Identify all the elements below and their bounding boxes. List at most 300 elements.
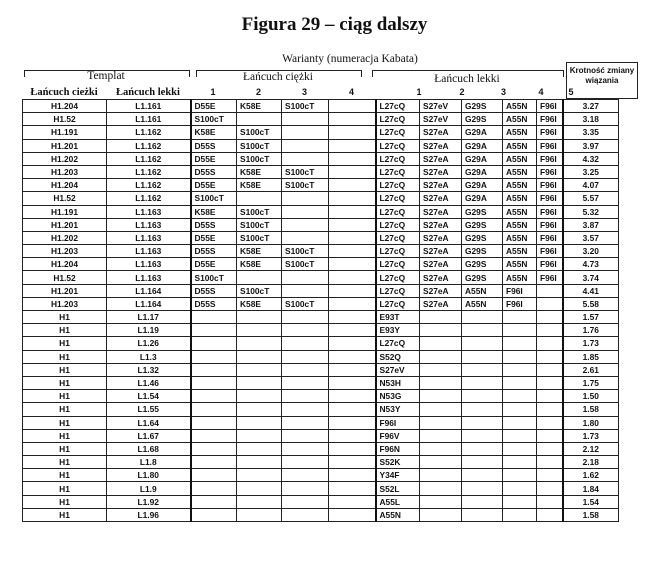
heavy-variant-cell <box>282 403 329 416</box>
heavy-variant-cell <box>282 416 329 429</box>
heavy-variant-cell <box>191 390 237 403</box>
variants-title: Warianty (numeracja Kabata) <box>282 53 418 65</box>
heavy-template-cell: H1 <box>23 482 107 495</box>
col-heavy-template: Łańcuch cieżki <box>30 87 98 98</box>
heavy-template-cell: H1.52 <box>23 271 107 284</box>
heavy-variant-cell <box>191 508 237 521</box>
heavy-variant-cell <box>282 350 329 363</box>
light-variant-cell <box>503 390 537 403</box>
heavy-variant-cell <box>237 390 282 403</box>
light-variant-cell: N53Y <box>376 403 420 416</box>
fold-change-cell: 2.18 <box>563 456 619 469</box>
heavy-variant-cell: K58E <box>237 245 282 258</box>
light-variant-cell <box>503 324 537 337</box>
table-row <box>23 205 619 218</box>
table-row <box>23 165 619 178</box>
heavy-variant-cell <box>329 363 376 376</box>
heavy-variant-cell <box>191 376 237 389</box>
light-template-cell: L1.162 <box>107 152 191 165</box>
fold-change-cell: 3.27 <box>563 100 619 113</box>
light-variant-cell <box>420 324 462 337</box>
heavy-variant-cell <box>329 416 376 429</box>
light-variant-cell: G29S <box>462 245 503 258</box>
fold-change-cell: 3.74 <box>563 271 619 284</box>
heavy-variant-cell: S100cT <box>282 165 329 178</box>
heavy-group-label: Łańcuch ciężki <box>243 71 313 83</box>
heavy-variant-cell: S100cT <box>282 258 329 271</box>
heavy-variant-cell: D55S <box>191 284 237 297</box>
fold-change-cell: 1.57 <box>563 311 619 324</box>
light-variant-cell: S27eA <box>420 284 462 297</box>
heavy-variant-cell <box>282 192 329 205</box>
heavy-variant-cell <box>329 376 376 389</box>
light-template-cell: L1.164 <box>107 297 191 310</box>
heavy-variant-cell <box>237 429 282 442</box>
heavy-template-cell: H1 <box>23 376 107 389</box>
light-variant-cell <box>462 442 503 455</box>
light-variant-cell <box>503 442 537 455</box>
light-variant-cell <box>462 337 503 350</box>
heavy-template-cell: H1 <box>23 456 107 469</box>
light-variant-cell <box>537 482 563 495</box>
table-row <box>23 231 619 244</box>
light-variant-cell <box>503 311 537 324</box>
light-variant-cell <box>503 350 537 363</box>
light-variant-cell: L27cQ <box>376 100 420 113</box>
heavy-variant-cell: D55E <box>191 258 237 271</box>
light-template-cell: L1.8 <box>107 456 191 469</box>
table-row <box>23 403 619 416</box>
light-variant-cell: A55N <box>503 113 537 126</box>
heavy-variant-cell <box>282 456 329 469</box>
heavy-template-cell: H1 <box>23 350 107 363</box>
light-variant-cell: S27eV <box>420 113 462 126</box>
fold-change-cell: 1.73 <box>563 337 619 350</box>
light-variant-cell <box>537 297 563 310</box>
heavy-variant-cell <box>282 376 329 389</box>
table-row <box>23 363 619 376</box>
light-variant-cell: G29A <box>462 139 503 152</box>
light-variant-cell: E93T <box>376 311 420 324</box>
heavy-template-cell: H1.203 <box>23 245 107 258</box>
fold-change-cell: 5.32 <box>563 205 619 218</box>
light-variant-cell <box>420 363 462 376</box>
table-row <box>23 245 619 258</box>
heavy-template-cell: H1.52 <box>23 113 107 126</box>
light-variant-cell: S52Q <box>376 350 420 363</box>
light-variant-cell <box>503 495 537 508</box>
light-variant-cell: A55N <box>503 126 537 139</box>
light-variant-cell: F96I <box>537 218 563 231</box>
light-variant-cell: G29S <box>462 231 503 244</box>
fold-change-cell: 1.85 <box>563 350 619 363</box>
table-row <box>23 139 619 152</box>
light-template-cell: L1.161 <box>107 100 191 113</box>
fold-change-cell: 1.50 <box>563 390 619 403</box>
heavy-variant-cell <box>237 456 282 469</box>
light-variant-cell: L27cQ <box>376 258 420 271</box>
light-variant-cell: S27eA <box>420 218 462 231</box>
light-variant-cell: S52K <box>376 456 420 469</box>
light-template-cell: L1.163 <box>107 231 191 244</box>
heavy-template-cell: H1 <box>23 390 107 403</box>
fold-change-cell: 5.58 <box>563 297 619 310</box>
heavy-variant-cell <box>282 271 329 284</box>
light-variant-cell: F96I <box>537 113 563 126</box>
light-variant-cell: A55N <box>503 205 537 218</box>
light-variant-cell: F96I <box>376 416 420 429</box>
light-variant-cell <box>420 311 462 324</box>
fold-change-cell: 1.80 <box>563 416 619 429</box>
heavy-variant-cell <box>329 337 376 350</box>
heavy-variant-cell: D55E <box>191 100 237 113</box>
light-variant-cell <box>503 429 537 442</box>
variants-table <box>22 99 619 522</box>
heavy-col-number: 3 <box>301 87 307 97</box>
heavy-variant-cell <box>329 192 376 205</box>
heavy-variant-cell: S100cT <box>191 192 237 205</box>
heavy-variant-cell <box>237 482 282 495</box>
fold-change-cell: 1.73 <box>563 429 619 442</box>
light-variant-cell: A55N <box>503 218 537 231</box>
light-variant-cell: E93Y <box>376 324 420 337</box>
heavy-template-cell: H1 <box>23 495 107 508</box>
light-template-cell: L1.162 <box>107 139 191 152</box>
fold-change-cell: 4.07 <box>563 179 619 192</box>
heavy-variant-cell <box>282 205 329 218</box>
table-row <box>23 469 619 482</box>
table-row <box>23 416 619 429</box>
light-variant-cell <box>503 337 537 350</box>
heavy-template-cell: H1.191 <box>23 205 107 218</box>
light-variant-cell <box>537 403 563 416</box>
light-variant-cell: Y34F <box>376 469 420 482</box>
light-variant-cell <box>537 416 563 429</box>
heavy-variant-cell <box>191 469 237 482</box>
light-variant-cell: S27eA <box>420 231 462 244</box>
light-variant-cell: F96I <box>503 297 537 310</box>
light-variant-cell: A55N <box>503 271 537 284</box>
heavy-variant-cell: K58E <box>237 258 282 271</box>
light-template-cell: L1.163 <box>107 258 191 271</box>
heavy-template-cell: H1.201 <box>23 218 107 231</box>
light-variant-cell <box>462 508 503 521</box>
heavy-variant-cell <box>329 284 376 297</box>
heavy-variant-cell <box>329 218 376 231</box>
light-variant-cell <box>420 442 462 455</box>
fold-change-cell: 1.62 <box>563 469 619 482</box>
light-variant-cell <box>462 429 503 442</box>
heavy-variant-cell: K58E <box>191 205 237 218</box>
light-variant-cell: L27cQ <box>376 113 420 126</box>
light-col-number: 4 <box>538 87 544 97</box>
heavy-variant-cell <box>329 165 376 178</box>
light-variant-cell: G29S <box>462 218 503 231</box>
light-template-cell: L1.19 <box>107 324 191 337</box>
light-variant-cell: S27eA <box>420 179 462 192</box>
table-row <box>23 442 619 455</box>
heavy-variant-cell <box>237 495 282 508</box>
light-variant-cell <box>537 376 563 389</box>
table-row <box>23 271 619 284</box>
light-group-label: Łańcuch lekki <box>434 73 500 85</box>
fold-change-cell: 2.12 <box>563 442 619 455</box>
light-variant-cell <box>462 311 503 324</box>
light-template-cell: L1.162 <box>107 179 191 192</box>
heavy-template-cell: H1.203 <box>23 297 107 310</box>
light-variant-cell <box>420 403 462 416</box>
heavy-variant-cell <box>282 231 329 244</box>
light-variant-cell <box>503 363 537 376</box>
heavy-variant-cell <box>191 337 237 350</box>
light-variant-cell <box>537 337 563 350</box>
heavy-variant-cell <box>282 218 329 231</box>
table-row <box>23 324 619 337</box>
fold-change-cell: 4.73 <box>563 258 619 271</box>
heavy-variant-cell <box>191 495 237 508</box>
heavy-variant-cell: K58E <box>191 126 237 139</box>
light-template-cell: L1.92 <box>107 495 191 508</box>
light-variant-cell: A55N <box>503 152 537 165</box>
light-template-cell: L1.164 <box>107 284 191 297</box>
heavy-variant-cell <box>282 495 329 508</box>
heavy-template-cell: H1 <box>23 324 107 337</box>
light-variant-cell: S27eA <box>420 192 462 205</box>
light-variant-cell <box>537 350 563 363</box>
heavy-variant-cell <box>329 271 376 284</box>
light-variant-cell: A55N <box>462 284 503 297</box>
light-variant-cell: L27cQ <box>376 192 420 205</box>
heavy-variant-cell: K58E <box>237 165 282 178</box>
heavy-variant-cell <box>282 469 329 482</box>
heavy-variant-cell <box>237 416 282 429</box>
light-variant-cell <box>420 456 462 469</box>
light-variant-cell: A55N <box>503 165 537 178</box>
table-row <box>23 152 619 165</box>
light-variant-cell: F96I <box>537 165 563 178</box>
light-variant-cell <box>537 456 563 469</box>
light-variant-cell <box>537 363 563 376</box>
heavy-variant-cell: S100cT <box>237 218 282 231</box>
heavy-variant-cell: D55S <box>191 218 237 231</box>
heavy-variant-cell <box>191 403 237 416</box>
heavy-variant-cell <box>191 456 237 469</box>
heavy-variant-cell: S100cT <box>282 100 329 113</box>
light-variant-cell <box>420 508 462 521</box>
heavy-variant-cell: D55E <box>191 179 237 192</box>
table-row <box>23 284 619 297</box>
heavy-template-cell: H1.204 <box>23 258 107 271</box>
light-template-cell: L1.162 <box>107 165 191 178</box>
light-variant-cell: F96I <box>503 284 537 297</box>
table-row <box>23 311 619 324</box>
light-variant-cell: F96I <box>537 231 563 244</box>
table-row <box>23 100 619 113</box>
light-variant-cell: F96I <box>537 192 563 205</box>
light-variant-cell: L27cQ <box>376 126 420 139</box>
light-template-cell: L1.3 <box>107 350 191 363</box>
light-variant-cell: F96I <box>537 126 563 139</box>
heavy-variant-cell <box>237 337 282 350</box>
light-variant-cell: S27eV <box>376 363 420 376</box>
heavy-variant-cell <box>282 363 329 376</box>
heavy-variant-cell <box>329 113 376 126</box>
heavy-variant-cell <box>329 469 376 482</box>
heavy-variant-cell <box>329 100 376 113</box>
heavy-variant-cell <box>329 205 376 218</box>
light-variant-cell: S52L <box>376 482 420 495</box>
table-row <box>23 126 619 139</box>
table-row <box>23 390 619 403</box>
light-template-cell: L1.68 <box>107 442 191 455</box>
light-template-cell: L1.26 <box>107 337 191 350</box>
light-variant-cell: F96I <box>537 152 563 165</box>
heavy-variant-cell: D55E <box>191 231 237 244</box>
light-variant-cell <box>462 324 503 337</box>
heavy-template-cell: H1.201 <box>23 284 107 297</box>
light-variant-cell: S27eA <box>420 245 462 258</box>
light-variant-cell: N53H <box>376 376 420 389</box>
heavy-variant-cell <box>237 508 282 521</box>
heavy-variant-cell <box>329 179 376 192</box>
light-template-cell: L1.96 <box>107 508 191 521</box>
light-variant-cell: S27eA <box>420 258 462 271</box>
heavy-template-cell: H1.204 <box>23 100 107 113</box>
fold-change-cell: 1.54 <box>563 495 619 508</box>
light-template-cell: L1.161 <box>107 113 191 126</box>
heavy-variant-cell <box>237 324 282 337</box>
light-variant-cell: S27eA <box>420 139 462 152</box>
heavy-variant-cell <box>191 311 237 324</box>
heavy-variant-cell: D55S <box>191 297 237 310</box>
light-variant-cell: A55N <box>462 297 503 310</box>
light-col-number: 3 <box>500 87 506 97</box>
heavy-variant-cell: D55S <box>191 165 237 178</box>
fold-change-cell: 1.84 <box>563 482 619 495</box>
heavy-variant-cell: D55S <box>191 245 237 258</box>
light-variant-cell: L27cQ <box>376 284 420 297</box>
light-variant-cell: A55L <box>376 495 420 508</box>
figure-title: Figura 29 – ciąg dalszy <box>241 14 428 35</box>
fold-change-cell: 3.97 <box>563 139 619 152</box>
heavy-template-cell: H1 <box>23 416 107 429</box>
light-variant-cell <box>420 469 462 482</box>
heavy-variant-cell <box>282 442 329 455</box>
heavy-variant-cell: S100cT <box>282 245 329 258</box>
heavy-variant-cell <box>237 469 282 482</box>
light-variant-cell <box>537 311 563 324</box>
heavy-variant-cell <box>282 482 329 495</box>
light-variant-cell: G29S <box>462 113 503 126</box>
heavy-variant-cell: S100cT <box>237 231 282 244</box>
heavy-template-cell: H1 <box>23 429 107 442</box>
light-template-cell: L1.32 <box>107 363 191 376</box>
light-template-cell: L1.67 <box>107 429 191 442</box>
light-variant-cell: F96V <box>376 429 420 442</box>
table-row <box>23 482 619 495</box>
light-variant-cell: S27eA <box>420 165 462 178</box>
heavy-variant-cell <box>282 139 329 152</box>
light-variant-cell: A55N <box>503 139 537 152</box>
table-row <box>23 192 619 205</box>
light-variant-cell: A55N <box>503 231 537 244</box>
light-template-cell: L1.163 <box>107 245 191 258</box>
heavy-variant-cell <box>191 350 237 363</box>
light-variant-cell <box>537 469 563 482</box>
heavy-template-cell: H1 <box>23 469 107 482</box>
table-row <box>23 218 619 231</box>
heavy-variant-cell: S100cT <box>237 284 282 297</box>
heavy-variant-cell <box>329 403 376 416</box>
heavy-variant-cell <box>329 442 376 455</box>
light-variant-cell: G29A <box>462 126 503 139</box>
fold-change-cell: 3.25 <box>563 165 619 178</box>
heavy-variant-cell: S100cT <box>237 126 282 139</box>
heavy-variant-cell <box>237 271 282 284</box>
heavy-variant-cell <box>191 429 237 442</box>
heavy-template-cell: H1.204 <box>23 179 107 192</box>
light-variant-cell: S27eV <box>420 100 462 113</box>
light-variant-cell: G29A <box>462 165 503 178</box>
heavy-variant-cell: K58E <box>237 297 282 310</box>
heavy-col-number: 2 <box>255 87 261 97</box>
light-variant-cell: S27eA <box>420 152 462 165</box>
light-template-cell: L1.80 <box>107 469 191 482</box>
light-variant-cell: L27cQ <box>376 179 420 192</box>
light-variant-cell <box>537 508 563 521</box>
heavy-variant-cell: S100cT <box>282 179 329 192</box>
fold-change-cell: 4.32 <box>563 152 619 165</box>
heavy-variant-cell <box>282 508 329 521</box>
heavy-variant-cell <box>329 456 376 469</box>
light-variant-cell <box>462 482 503 495</box>
light-variant-cell <box>462 495 503 508</box>
light-variant-cell <box>503 482 537 495</box>
light-variant-cell <box>537 390 563 403</box>
heavy-variant-cell <box>237 442 282 455</box>
heavy-variant-cell <box>237 350 282 363</box>
light-variant-cell: L27cQ <box>376 231 420 244</box>
fold-change-cell: 3.18 <box>563 113 619 126</box>
table-row <box>23 113 619 126</box>
heavy-variant-cell: S100cT <box>237 139 282 152</box>
light-variant-cell <box>537 495 563 508</box>
heavy-variant-cell <box>329 390 376 403</box>
light-variant-cell: L27cQ <box>376 297 420 310</box>
heavy-template-cell: H1 <box>23 508 107 521</box>
light-variant-cell: L27cQ <box>376 337 420 350</box>
light-variant-cell: S27eA <box>420 297 462 310</box>
heavy-variant-cell <box>237 311 282 324</box>
light-variant-cell: A55N <box>503 179 537 192</box>
heavy-variant-cell <box>237 363 282 376</box>
light-variant-cell: A55N <box>376 508 420 521</box>
heavy-variant-cell <box>282 126 329 139</box>
light-variant-cell: G29A <box>462 152 503 165</box>
light-variant-cell <box>462 403 503 416</box>
light-variant-cell: F96N <box>376 442 420 455</box>
light-variant-cell: F96I <box>537 258 563 271</box>
light-variant-cell: L27cQ <box>376 205 420 218</box>
light-variant-cell <box>503 508 537 521</box>
light-variant-cell <box>503 469 537 482</box>
heavy-variant-cell <box>282 152 329 165</box>
light-variant-cell: G29A <box>462 179 503 192</box>
light-variant-cell: L27cQ <box>376 165 420 178</box>
light-template-cell: L1.17 <box>107 311 191 324</box>
heavy-variant-cell <box>282 337 329 350</box>
light-variant-cell <box>420 337 462 350</box>
